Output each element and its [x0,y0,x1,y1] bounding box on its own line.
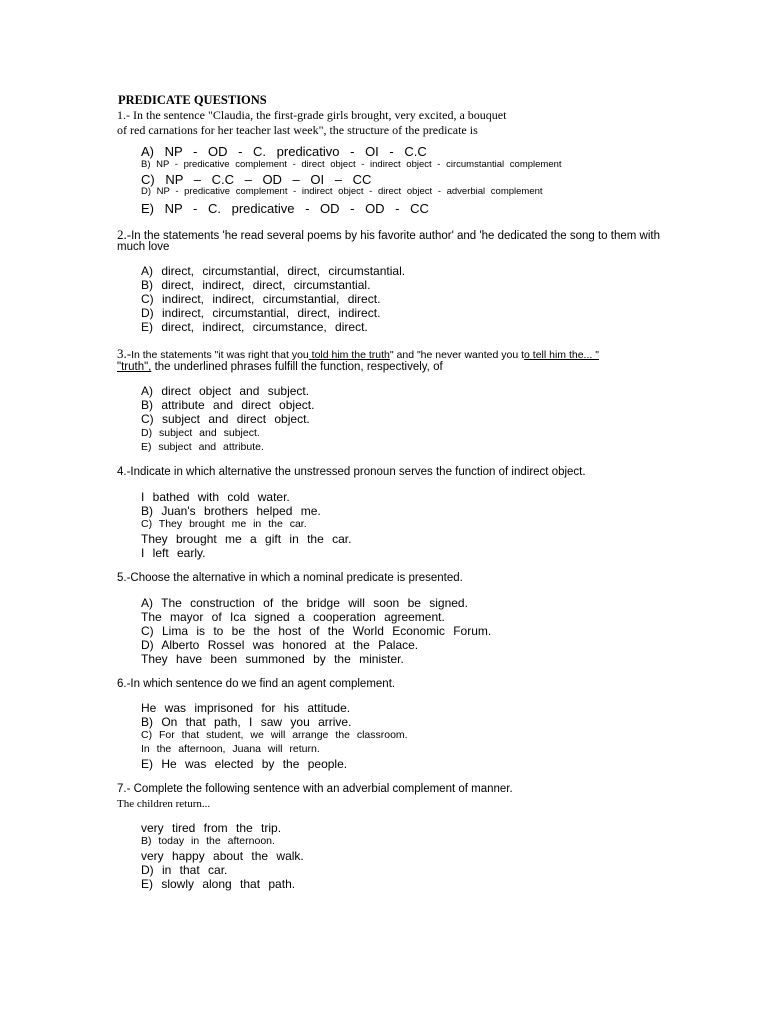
q4-option-c: C) They brought me in the car. [141,518,307,530]
q7-option-a: very tired from the trip. [141,821,282,835]
question-2-line-2: much love [117,241,170,253]
page-title: PREDICATE QUESTIONS [118,93,267,107]
q3-text-part-1: In the statements "it was right that you [131,349,309,361]
q5-option-b: The mayor of Ica signed a cooperation agreement. [141,610,445,624]
q2-option-d: D) indirect, circumstantial, direct, indirect. [141,306,381,320]
q1-option-b: B) NP - predicative complement - direct object - indirect object - circumstantial complement [141,159,562,170]
q3-option-b: B) attribute and direct object. [141,398,315,412]
q3-option-c: C) subject and direct object. [141,412,310,426]
question-6-text: 6.-In which sentence do we find an agent complement. [117,678,396,690]
question-3-number: 3.- [117,346,132,361]
q6-option-a: He was imprisoned for his attitude. [141,701,351,715]
q3-underlined-phrase-1: told him the truth [308,349,390,361]
q7-option-d: D) in that car. [141,863,228,877]
question-2-number: 2.- [117,227,132,242]
q2-option-e: E) direct, indirect, circumstance, direct. [141,320,368,334]
q2-option-a: A) direct, circumstantial, direct, circumstantial. [141,264,406,278]
question-1-line-2: of red carnations for her teacher last week", the structure of the predicate is [117,123,478,137]
question-1-line-1: 1.- In the sentence "Claudia, the first-grade girls brought, very excited, a bouquet [117,108,507,122]
q4-option-a: I bathed with cold water. [141,490,290,504]
q2-option-c: C) indirect, indirect, circumstantial, direct. [141,292,381,306]
q3-option-e: E) subject and attribute. [141,441,264,453]
q6-option-b: B) On that path, I saw you arrive. [141,715,352,729]
question-7-sentence-stem: The children return... [117,798,211,810]
q1-option-c: C) NP – C.C – OD – OI – CC [141,172,372,187]
question-3-line-2 [117,361,443,373]
q7-option-b: B) today in the afternoon. [141,835,275,847]
q3-underlined-phrase-2: o tell him the... " [524,349,599,361]
q5-option-e: They have been summoned by the minister. [141,652,404,666]
q3-text-part-3: " and "he [389,349,433,361]
question-4-text: 4.-Indicate in which alternative the unstressed pronoun serves the function of indirect object. [117,466,586,478]
q5-option-c: C) Lima is to be the host of the World Economic Forum. [141,624,492,638]
q4-option-d: They brought me a gift in the car. [141,532,352,546]
q6-option-c: C) For that student, we will arrange the classroom. [141,729,408,741]
q5-option-a: A) The construction of the bridge will soon be signed. [141,596,468,610]
q3-text-part-4: never wanted you t [432,349,525,361]
q6-option-e: E) He was elected by the people. [141,757,348,771]
question-2-text: In the statements 'he read several poems by his favorite author' and 'he dedicated the song to them with [131,230,660,242]
question-5-text: 5.-Choose the alternative in which a nominal predicate is presented. [117,572,463,584]
q6-option-d: In the afternoon, Juana will return. [141,743,320,755]
q1-option-a: A) NP - OD - C. predicativo - OI - C.C [141,144,427,159]
q3-underlined-word: "truth", [117,361,152,373]
q5-option-d: D) Alberto Rossel was honored at the Palace. [141,638,419,652]
q2-option-b: B) direct, indirect, direct, circumstantial. [141,278,371,292]
question-2-line-1 [117,227,660,243]
question-3-line-1 [117,346,599,362]
q3-text-rest: the underlined phrases fulfill the function, respectively, of [151,361,443,373]
q3-option-a: A) direct object and subject. [141,384,310,398]
q4-option-e: I left early. [141,546,206,560]
q1-option-d: D) NP - predicative complement - indirect object - direct object - adverbial complement [141,186,543,197]
q7-option-c: very happy about the walk. [141,849,304,863]
q4-option-b: B) Juan's brothers helped me. [141,504,321,518]
question-7-text: 7.- Complete the following sentence with an adverbial complement of manner. [117,783,513,795]
q1-option-e: E) NP - C. predicative - OD - OD - CC [141,201,429,216]
q3-option-d: D) subject and subject. [141,427,260,439]
q7-option-e: E) slowly along that path. [141,877,296,891]
